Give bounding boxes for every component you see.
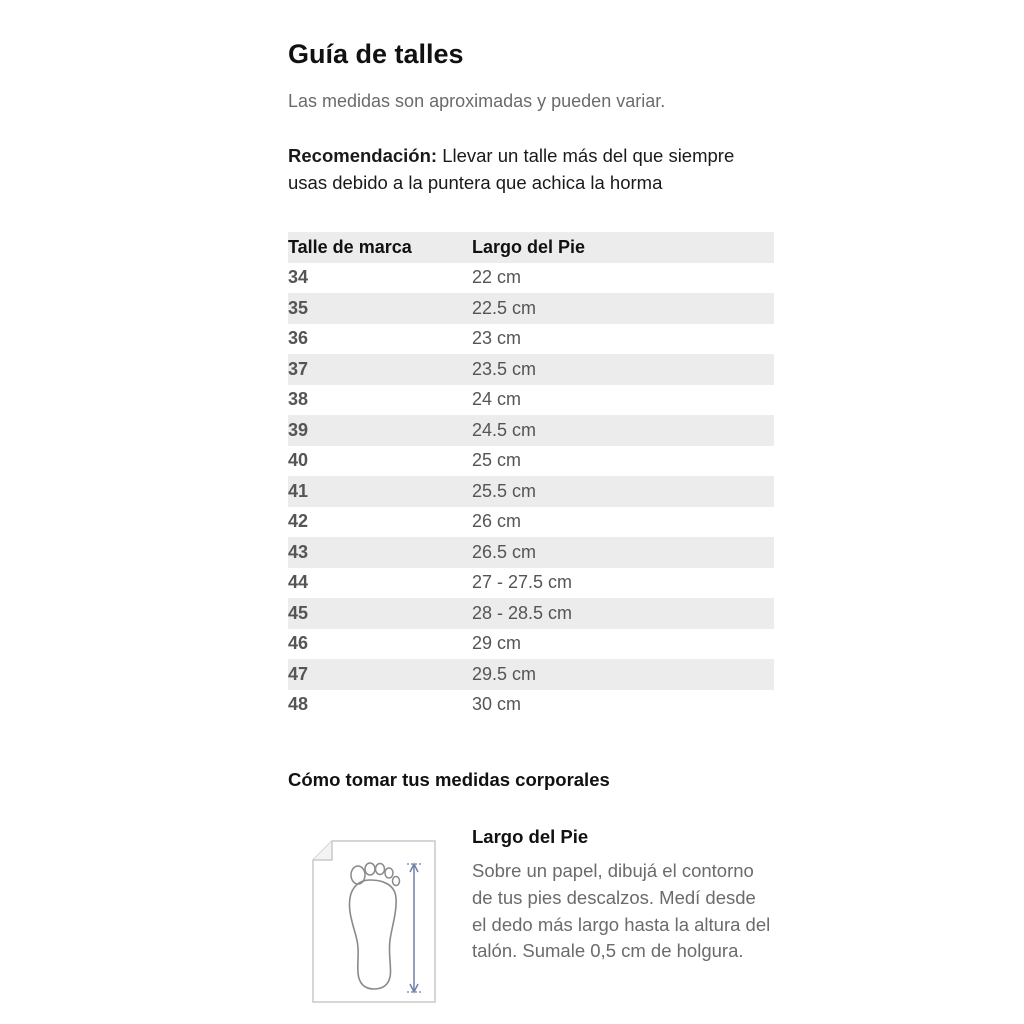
table-row	[288, 354, 774, 385]
brand-size-cell: 34	[288, 267, 309, 288]
table-row	[288, 293, 774, 324]
recommendation-text: Llevar un talle más del que siempre usas debido a la puntera que achica la horma	[288, 145, 735, 193]
foot-length-cell: 23.5 cm	[472, 354, 774, 385]
brand-size-cell: 38	[288, 389, 309, 410]
table-row	[288, 598, 774, 629]
brand-size-cell: 48	[288, 694, 309, 715]
table-row	[288, 476, 774, 507]
foot-length-cell: 26 cm	[472, 511, 522, 532]
foot-length-title: Largo del Pie	[472, 826, 589, 847]
foot-length-cell: 25 cm	[472, 450, 522, 471]
table-row	[288, 446, 774, 477]
page-title: Guía de talles	[288, 39, 464, 69]
foot-length-cell: 26.5 cm	[472, 537, 774, 568]
table-body	[288, 263, 774, 721]
foot-length-cell: 29 cm	[472, 633, 522, 654]
brand-size-cell: 46	[288, 633, 309, 654]
table-row	[288, 537, 774, 568]
foot-length-cell: 25.5 cm	[472, 476, 774, 507]
foot-length-cell: 24 cm	[472, 389, 522, 410]
brand-size-cell: 45	[288, 598, 472, 629]
table-header-row	[288, 232, 774, 263]
brand-size-cell: 40	[288, 450, 309, 471]
brand-size-cell: 42	[288, 511, 309, 532]
size-table	[288, 232, 774, 720]
table-row	[288, 324, 774, 355]
brand-size-cell: 44	[288, 572, 309, 593]
foot-length-cell: 29.5 cm	[472, 659, 774, 690]
foot-length-cell: 22 cm	[472, 267, 522, 288]
foot-length-cell: 28 - 28.5 cm	[472, 598, 774, 629]
measure-text	[472, 823, 772, 965]
brand-size-cell: 39	[288, 415, 472, 446]
table-row	[288, 415, 774, 446]
header-brand-size: Talle de marca	[288, 232, 472, 263]
brand-size-cell: 43	[288, 537, 472, 568]
table-row	[288, 629, 774, 660]
foot-length-cell: 27 - 27.5 cm	[472, 572, 573, 593]
brand-size-cell: 37	[288, 354, 472, 385]
size-guide	[288, 34, 776, 993]
foot-length-cell: 23 cm	[472, 328, 522, 349]
foot-length-cell: 22.5 cm	[472, 293, 774, 324]
header-foot-length: Largo del Pie	[472, 232, 774, 263]
table-row	[288, 263, 774, 294]
recommendation-label: Recomendación:	[288, 145, 438, 166]
foot-length-instructions	[288, 823, 776, 993]
foot-length-description: Sobre un papel, dibujá el contorno de tus pies descalzos. Medí desde el dedo más largo hasta la altura del talón. Sumale 0,5 cm de holgura.	[472, 860, 771, 962]
brand-size-cell: 41	[288, 476, 472, 507]
recommendation	[288, 142, 776, 196]
how-to-title: Cómo tomar tus medidas corporales	[288, 769, 610, 790]
table-row	[288, 385, 774, 416]
brand-size-cell: 36	[288, 328, 309, 349]
table-row	[288, 690, 774, 721]
page-subtitle: Las medidas son aproximadas y pueden variar.	[288, 91, 666, 111]
table-row	[288, 659, 774, 690]
brand-size-cell: 47	[288, 659, 472, 690]
foot-on-paper-icon	[312, 840, 436, 1003]
foot-length-cell: 24.5 cm	[472, 415, 774, 446]
foot-length-cell: 30 cm	[472, 694, 522, 715]
table-row	[288, 568, 774, 599]
table-row	[288, 507, 774, 538]
brand-size-cell: 35	[288, 293, 472, 324]
